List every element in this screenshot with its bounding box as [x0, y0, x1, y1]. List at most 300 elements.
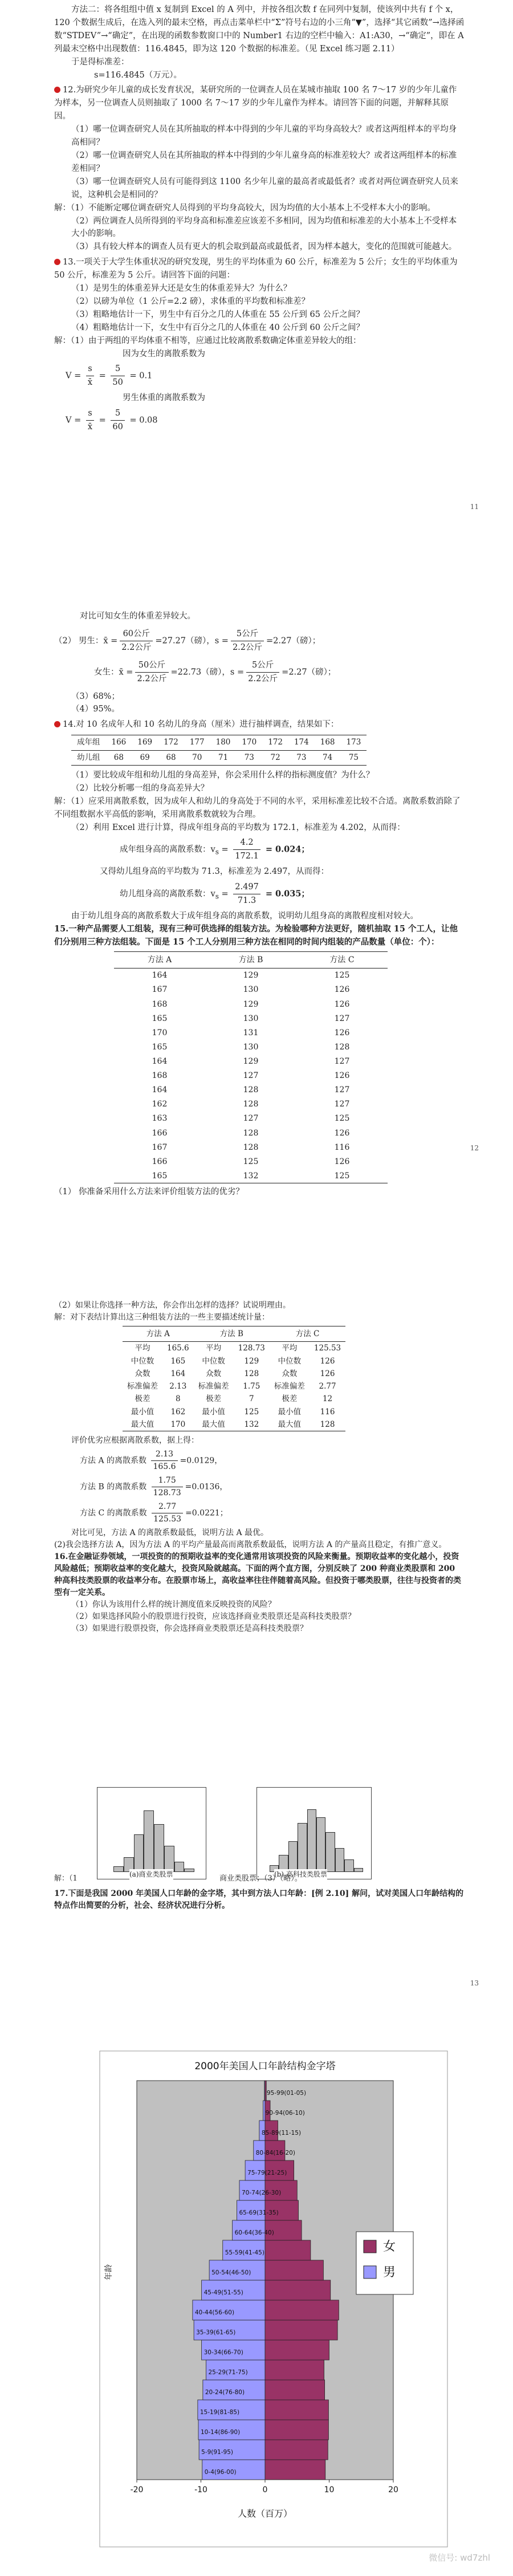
table-cell: 167	[152, 985, 168, 995]
table-cell: 129	[243, 971, 259, 980]
y-axis-label: 年龄	[104, 2264, 113, 2280]
table-cell: 最小值	[131, 1407, 154, 1417]
paragraph: （1）你认为该用什么样的统计测度值来反映投资的风险？	[71, 1600, 276, 1609]
table-row	[71, 750, 367, 765]
age-label: 60-64(36-40)	[234, 2229, 274, 2237]
formula-cv-c	[54, 1501, 465, 1525]
watermark: 微信号: wd7zhl	[429, 2553, 490, 2563]
histogram-bar	[325, 1832, 335, 1872]
formula-part: =	[218, 889, 231, 899]
question-17: 17.下面是我国 2000 年美国人口年龄的金字塔，其中到方法人口年龄：[例 2.10] 解问，试对美国人口年龄结构的特点作出简要的分析，社会、经济状况进行分析。	[54, 1889, 464, 1910]
numerator: s	[86, 407, 94, 421]
question-15: 15.一种产品需要人工组装，现有三种可供选择的组装方法。为检验哪种方法更好，随机抽取 15 个工人，让他们分别用三种方法组装。下面是 15 个工人分别用三种方法在相同的时间内组装的产品数量（单位：个）：	[54, 923, 458, 947]
paragraph: （3）具有较大样本的调查人员有更大的机会取到最高或最低者，因为样本越大，变化的范围就可能越大。	[71, 242, 457, 252]
formula-part: =22.73（磅），s =	[170, 668, 245, 677]
table-cell: 168	[152, 999, 168, 1009]
numerator: 5	[111, 363, 124, 376]
numerator: 5公斤	[246, 659, 279, 673]
histogram-bar	[113, 1866, 124, 1872]
fraction	[152, 1501, 183, 1525]
paragraph: 由于幼儿组身高的离散系数大于成年组身高的离散系数，说明幼儿组身高的离散程度相对较大。	[71, 911, 418, 921]
bullet-icon	[54, 259, 60, 265]
page-number: 13	[470, 1979, 479, 1987]
denominator: 60	[112, 422, 123, 432]
table-cell: 130	[243, 1014, 259, 1023]
formula-part: s	[215, 848, 219, 856]
paragraph: 解：（1）不能断定哪位调查研究人员得到的平均身高较大，因为均值的大小基本上不受样本大小的影响。	[54, 203, 435, 213]
paragraph: （2）两位调查人员所得到的平均身高和标准差应该差不多相同，因为均值和标准差的大小基本上不受样本大小的影响。	[71, 216, 457, 239]
table-cell: 162	[170, 1407, 186, 1417]
table-cell: 73	[296, 752, 307, 762]
table-cell: 125	[334, 1114, 350, 1124]
table-cell: 128	[243, 1100, 259, 1109]
x-tick-label: 20	[388, 2485, 398, 2494]
table-cell: 126	[334, 999, 350, 1009]
table-cell: 172	[158, 735, 184, 750]
table-cell: 129	[243, 999, 259, 1009]
table-cell: 125	[244, 1407, 259, 1417]
fraction	[231, 628, 264, 654]
fraction	[233, 881, 260, 907]
paragraph: （1）是男生的体重差异大还是女生的体重差异大？为什么？	[71, 284, 292, 294]
page-1-content	[54, 3, 465, 436]
table-cell: 131	[243, 1028, 259, 1037]
paragraph: 解：（1）由于两组的平均体重不相等，应通过比较离散系数确定体重差异较大的组：	[54, 336, 361, 345]
table-row	[123, 1406, 345, 1418]
table-cell: 标准偏差	[198, 1382, 229, 1391]
table-cell: 8	[176, 1394, 181, 1404]
table-row	[114, 1054, 388, 1068]
denominator: 2.2公斤	[248, 674, 278, 683]
page-3-content	[54, 1300, 465, 1635]
formula-part: = 0.1	[127, 371, 153, 381]
table-row	[114, 1011, 388, 1025]
histogram-bar	[288, 1841, 298, 1872]
stats-table	[123, 1326, 345, 1431]
formula-part: V =	[66, 416, 84, 425]
chart-title: 2000年美国人口年龄结构金字塔	[194, 2061, 336, 2072]
table-row	[114, 968, 388, 983]
table-row	[123, 1380, 345, 1393]
table-row	[123, 1342, 345, 1355]
table-cell: 126	[334, 1157, 350, 1166]
female-bar	[265, 2260, 323, 2280]
page-3	[0, 1208, 513, 2007]
female-bar	[265, 2320, 337, 2340]
paragraph: 又得幼儿组身高的平均数为 71.3，标准差为 2.497，从而得：	[100, 867, 329, 877]
histogram-bar	[354, 1868, 363, 1872]
table-cell: 标准偏差	[274, 1382, 305, 1391]
histogram-bar	[316, 1817, 325, 1872]
page-number: 12	[470, 1144, 479, 1152]
table-cell: 72	[270, 752, 280, 762]
table-cell: 172	[262, 735, 288, 750]
formula-girls	[54, 363, 465, 389]
table-cell: 180	[210, 735, 237, 750]
fraction	[151, 1448, 177, 1473]
table-cell: 166	[106, 735, 132, 750]
table-row	[114, 997, 388, 1011]
question-14	[54, 718, 465, 731]
table-cell: 166	[152, 1128, 168, 1138]
bullet-icon	[54, 721, 60, 727]
age-label: 80-84(16-20)	[255, 2150, 295, 2157]
female-bar	[265, 2240, 311, 2260]
table-cell: 69	[140, 752, 150, 762]
column-header: 方法 B	[194, 1326, 270, 1342]
histogram-bar	[174, 1862, 185, 1872]
table-cell: 71	[218, 752, 229, 762]
formula-part: = 0.035；	[262, 889, 310, 899]
table-cell: 70	[192, 752, 202, 762]
table-cell: 最大值	[270, 1418, 310, 1431]
formula-part: = 0.024；	[262, 844, 310, 854]
paragraph: （2）如果让你选择一种方法，你会作出怎样的选择？试说明理由。	[54, 1301, 291, 1310]
fraction	[152, 1475, 183, 1499]
formula-part: =2.27（磅）；	[266, 636, 321, 646]
table-cell: 126	[334, 1128, 350, 1138]
table-cell: 2.13	[169, 1382, 187, 1391]
question-text: 12.为研究少年儿童的成长发育状况，某研究所的一位调查人员在某城市抽取 100 名 7～17 岁的少年儿童作为样本，另一位调查人员则抽取了 1000 名 7～17 岁的少年儿童作为样本。请回答下面的问题，并解释其原因。	[54, 86, 457, 121]
table-row	[123, 1418, 345, 1431]
histogram-bars	[270, 1804, 363, 1872]
formula-cv-b	[54, 1475, 465, 1499]
age-label: 5-9(91-95)	[201, 2449, 233, 2456]
fraction	[111, 407, 124, 434]
x-axis-label: 人数（百万）	[237, 2508, 293, 2519]
question-text: 13.一项关于大学生体重状况的研究发现，男生的平均体重为 60 公斤，标准差为 5 公斤；女生的平均体重为 50 公斤，标准差为 5 公斤。请回答下面的问题：	[54, 258, 458, 280]
table-cell: 最小值	[202, 1407, 225, 1417]
page-1	[0, 0, 513, 570]
paragraph: （1）哪一位调查研究人员在其所抽取的样本中得到的少年儿童的平均身高较大？或者这两组样本的平均身高相同？	[71, 125, 457, 148]
histogram-bars	[113, 1804, 194, 1872]
legend-label-male: 男	[383, 2265, 396, 2280]
table-cell: 126	[334, 1028, 350, 1037]
female-bar	[265, 2280, 331, 2300]
histogram-bar	[144, 1810, 154, 1872]
paragraph: （1）要比较成年组和幼儿组的身高差异，你会采用什么样的指标测度值？为什么？	[71, 770, 374, 780]
paragraph: (2)我会选择方法 A，因为方法 A 的平均产量最高而离散系数最低，说明方法 A 的产量高且稳定，有推广意义。	[54, 1540, 447, 1549]
histogram-bar	[335, 1848, 344, 1872]
table-row	[114, 1083, 388, 1097]
table-cell: 168	[315, 735, 341, 750]
age-label: 20-24(76-80)	[205, 2389, 245, 2396]
age-label: 90-94(06-10)	[265, 2110, 305, 2117]
table-cell: 126	[320, 1369, 335, 1378]
paragraph: 解：（1）应采用离散系数，因为成年人和幼儿的身高处于不同的水平，采用标准差比较不合适。离散系数消除了不同组数据水平高低的影响，采用离散系数就较为合理。	[54, 796, 461, 819]
table-row	[114, 1126, 388, 1140]
age-label: 50-54(46-50)	[211, 2269, 251, 2277]
fraction	[120, 628, 153, 654]
histogram-bar	[307, 1809, 316, 1872]
table-cell: 68	[166, 752, 176, 762]
table-cell: 1.75	[243, 1382, 260, 1391]
table-cell: 68	[113, 752, 124, 762]
table-cell: 平均	[282, 1344, 298, 1353]
paragraph: （2）利用 Excel 进行计算，得成年组身高的平均数为 172.1，标准差为 4.202，从而得：	[71, 823, 405, 832]
fraction	[246, 659, 279, 686]
table-cell: 165.6	[167, 1344, 189, 1353]
age-label: 35-39(61-65)	[196, 2329, 236, 2337]
table-cell: 168	[152, 1071, 168, 1081]
age-label: 40-44(56-60)	[194, 2309, 235, 2317]
table-cell: 众数	[135, 1369, 150, 1378]
table-cell: 128	[244, 1369, 259, 1378]
table-row	[71, 735, 367, 750]
female-bar	[265, 2440, 328, 2460]
denominator: 165.6	[153, 1462, 176, 1471]
age-label: 15-19(81-85)	[199, 2409, 240, 2416]
table-cell: 173	[341, 735, 367, 750]
paragraph: 对比可知女生的体重差异较大。	[80, 612, 196, 621]
table-cell: 165	[152, 1042, 168, 1052]
formula-part: s	[215, 892, 219, 901]
paragraph: 解：对下表结计算出这三种组装方法的一些主要描述统计量：	[54, 1313, 270, 1322]
numerator: 2.497	[233, 881, 260, 894]
table-cell: 128	[243, 1142, 259, 1152]
formula-part: =0.0129，	[180, 1456, 223, 1466]
table-cell: 中位数	[278, 1356, 302, 1366]
male-bar	[263, 2101, 265, 2121]
assembly-table	[114, 951, 388, 1184]
table-cell: 125	[334, 971, 350, 980]
formula-cv-child	[54, 881, 465, 907]
paragraph: 因为女生的离散系数为	[123, 349, 205, 359]
x-tick-label: 10	[324, 2485, 335, 2494]
table-row	[114, 1040, 388, 1054]
table-cell: 2.77	[319, 1382, 336, 1391]
table-cell: 165	[114, 1169, 205, 1183]
table-cell: 130	[243, 985, 259, 995]
table-cell: 169	[132, 735, 158, 750]
female-bar	[265, 2460, 325, 2480]
table-cell: 众数	[282, 1369, 298, 1378]
column-header: 方法 C	[270, 1326, 345, 1342]
table-row	[123, 1355, 345, 1368]
numerator: 2.77	[152, 1501, 183, 1513]
formula-part: （2） 男生：	[54, 636, 104, 646]
fraction	[233, 836, 260, 863]
denominator: x̄	[87, 378, 93, 388]
x-tick-label: 0	[262, 2485, 268, 2494]
formula-part: v	[210, 845, 215, 854]
numerator: 4.2	[233, 836, 260, 850]
paragraph: （2）如果选择风险小的股票进行投资，应该选择商业类股票还是高科技类股票？	[71, 1612, 356, 1621]
paragraph: （2）以磅为单位（1 公斤=2.2 磅），求体重的平均数和标准差？	[71, 296, 310, 306]
table-cell: 12	[322, 1394, 333, 1404]
table-cell: 125.53	[314, 1344, 341, 1353]
formula-boys	[54, 407, 465, 434]
table-cell: 116	[334, 1142, 350, 1152]
table-cell: 128	[334, 1042, 350, 1052]
table-cell: 166	[152, 1157, 168, 1166]
table-cell: 125	[243, 1157, 259, 1166]
table-cell: 126	[334, 985, 350, 995]
legend	[356, 2232, 413, 2294]
numerator: 2.13	[151, 1448, 177, 1461]
age-label: 75-79(21-25)	[247, 2170, 287, 2177]
table-cell: 127	[334, 1100, 350, 1109]
age-label: 95-99(01-05)	[266, 2090, 307, 2097]
fraction	[86, 363, 94, 389]
denominator: 2.2公斤	[121, 642, 152, 652]
table-row	[123, 1368, 345, 1380]
formula-part: =0.0136，	[185, 1482, 228, 1492]
female-bar	[265, 2400, 328, 2420]
paragraph: （3）哪一位调查研究人员有可能得到这 1100 名少年儿童的最高者或最低者？或者对两位调查研究人员来说，这种机会是相同的？	[71, 177, 458, 200]
female-bar	[265, 2300, 339, 2320]
histogram-hitech	[256, 1787, 372, 1879]
histogram-bar	[298, 1823, 307, 1872]
paragraph: （4）粗略地估计一下，女生中有百分之几的人体重在 40 公斤到 60 公斤之间？	[71, 323, 365, 332]
formula-part: v	[210, 889, 215, 899]
age-label: 30-34(66-70)	[203, 2349, 243, 2357]
female-bar	[265, 2360, 324, 2380]
legend-label-female: 女	[383, 2240, 396, 2254]
histogram-bar	[154, 1824, 164, 1872]
table-cell: 164	[152, 1056, 168, 1066]
table-cell: 127	[334, 1085, 350, 1095]
paragraph: 方法二：将各组组中值 x 复制到 Excel 的 A 列中，并按各组次数 f 在同列中复制，使该列中共有 f 个 x，120 个数据生成后，在选入列的最末空格，再点击菜单栏中“Σ”符号右边的小三角“▼”，选择“其它函数”→选择函数“STDEV”→“确定”，在出现的函数参数窗口中的 Number1 右边的空栏中输入：A1:A30，→“确定”，即在 A 列最末空格中出现数值：116.4845，即为这 120 个数据的标准差。（见 Excel 练习题 2.11）	[54, 5, 465, 54]
bullet-icon	[54, 87, 60, 93]
age-label: 85-89(11-15)	[261, 2130, 302, 2137]
table-cell: 7	[249, 1394, 254, 1404]
formula-part: 方法 C 的离散系数	[80, 1508, 147, 1518]
paragraph: （1） 你准备采用什么方法来评价组装方法的优劣？	[54, 1187, 244, 1197]
page-4	[0, 2007, 513, 2571]
table-cell: 126	[334, 1071, 350, 1081]
page-2	[0, 570, 513, 1208]
age-label: 0-4(96-00)	[204, 2469, 237, 2476]
paragraph: s=116.4845（万元）。	[94, 70, 182, 80]
table-cell: 极差	[135, 1394, 150, 1404]
female-bar	[265, 2380, 325, 2400]
formula-girls-lbs	[94, 659, 465, 686]
height-table	[71, 735, 367, 766]
table-cell: 127	[243, 1114, 259, 1124]
formula-part: x̄ =	[119, 668, 133, 677]
table-cell: 128	[310, 1418, 345, 1431]
table-row	[114, 1169, 388, 1183]
formula-part: x̄ =	[103, 636, 118, 646]
numerator: 50公斤	[135, 659, 168, 673]
numerator: s	[86, 363, 94, 376]
table-cell: 162	[152, 1100, 168, 1109]
table-cell: 170	[152, 1028, 168, 1037]
numerator: 5公斤	[231, 628, 264, 641]
table-cell: 最大值	[194, 1418, 234, 1431]
age-label: 65-69(31-35)	[239, 2209, 279, 2217]
age-label: 70-74(26-30)	[242, 2190, 282, 2197]
denominator: 125.53	[153, 1515, 182, 1524]
formula-part: = 0.08	[127, 416, 158, 425]
formula-part: V =	[66, 371, 84, 381]
table-cell: 132	[205, 1169, 296, 1183]
table-cell: 127	[334, 1056, 350, 1066]
table-cell: 73	[244, 752, 254, 762]
table-cell: 164	[152, 971, 168, 980]
paragraph: （3）如果进行股票投资，你会选择商业类股票还是高科技类股票？	[71, 1624, 308, 1633]
denominator: 2.2公斤	[137, 674, 167, 683]
numerator: 60公斤	[120, 628, 153, 641]
column-header: 方法 C	[296, 951, 388, 968]
age-label: 10-14(86-90)	[201, 2429, 241, 2436]
histogram-bar	[134, 1834, 144, 1872]
answer-16-start: 解：（1	[54, 1874, 78, 1883]
column-header: 方法 A	[123, 1326, 194, 1342]
page-number: 11	[470, 503, 479, 511]
table-cell: 127	[243, 1071, 259, 1081]
fraction	[86, 407, 94, 434]
denominator: 2.2公斤	[232, 642, 263, 652]
histogram-bar	[184, 1869, 194, 1872]
legend-swatch-female	[364, 2240, 376, 2253]
table-cell: 极差	[206, 1394, 222, 1404]
denominator: 172.1	[235, 852, 259, 861]
numerator: 5	[111, 407, 124, 421]
page-2-content	[54, 610, 465, 1199]
table-cell: 最小值	[278, 1407, 302, 1417]
denominator: 71.3	[237, 896, 256, 906]
histogram-commercial	[97, 1787, 206, 1879]
formula-part: 女生：	[94, 668, 119, 677]
denominator: 128.73	[153, 1488, 181, 1497]
table-cell: 164	[170, 1369, 186, 1378]
question-16: 16.在金融证券领域，一项投资的的预期收益率的变化通常用该项投资的风险来衡量。预期收益率的变化越小，投资风险越低；预期收益率的变化越大，投资风险就越高。下面的两个直方图，分别反映了 200 种商业类股票和 200 种高科技类股票的收益率分布。在股票市场上，高收益率往往伴随着高风险。但投资于哪类股票，往往与投资者的类型有一定关系。	[54, 1552, 461, 1597]
table-cell: 170	[236, 735, 262, 750]
histogram-caption: (a)商业类股票	[129, 1869, 173, 1880]
row-label: 幼儿组	[77, 752, 100, 762]
denominator: x̄	[87, 422, 93, 432]
formula-cv-a	[54, 1448, 465, 1473]
table-cell: 127	[334, 1014, 350, 1023]
table-cell: 165	[152, 1014, 168, 1023]
table-cell: 126	[320, 1356, 335, 1366]
paragraph: 评价优劣应根据离散系数，据上得：	[71, 1436, 199, 1445]
formula-part: =27.27（磅），s =	[155, 636, 229, 646]
paragraph: （3）68%；	[71, 691, 120, 701]
table-row	[114, 1097, 388, 1112]
age-label: 55-59(41-45)	[225, 2249, 264, 2257]
histogram-bar	[344, 1859, 353, 1872]
table-row	[114, 983, 388, 997]
table-row	[123, 1393, 345, 1405]
formula-part: =2.27（磅）；	[282, 668, 336, 677]
numerator: 1.75	[152, 1475, 183, 1487]
column-header: 方法 B	[205, 951, 296, 968]
histogram-caption: (b) 高科技类股票	[274, 1869, 327, 1880]
table-cell: 163	[152, 1114, 168, 1124]
female-bar	[265, 2340, 329, 2360]
paragraph: 对比可见，方法 A 的离散系数最低，说明方法 A 最优。	[71, 1528, 269, 1537]
table-cell: 128	[243, 1085, 259, 1095]
column-header: 方法 A	[114, 951, 205, 968]
question-text: 14.对 10 名成年人和 10 名幼儿的身高（厘米）进行抽样调查，结果如下：	[63, 720, 339, 730]
population-pyramid-chart	[0, 2007, 513, 2571]
paragraph: （2）哪一位调查研究人员在其所抽取的样本中得到的少年儿童身高的标准差较大？或者这两组样本的标准差相同？	[71, 150, 457, 173]
table-cell: 中位数	[202, 1356, 225, 1366]
table-cell: 74	[323, 752, 333, 762]
table-cell: 中位数	[131, 1356, 154, 1366]
age-label: 25-29(71-75)	[208, 2369, 248, 2376]
table-cell: 平均	[206, 1344, 222, 1353]
table-cell: 129	[243, 1056, 259, 1066]
table-cell: 164	[152, 1085, 168, 1095]
table-cell: 最大值	[123, 1418, 162, 1431]
paragraph: 男生体重的离散系数为	[123, 393, 205, 403]
paragraph: 于是得标准差：	[71, 57, 129, 67]
table-cell: 众数	[206, 1369, 222, 1378]
